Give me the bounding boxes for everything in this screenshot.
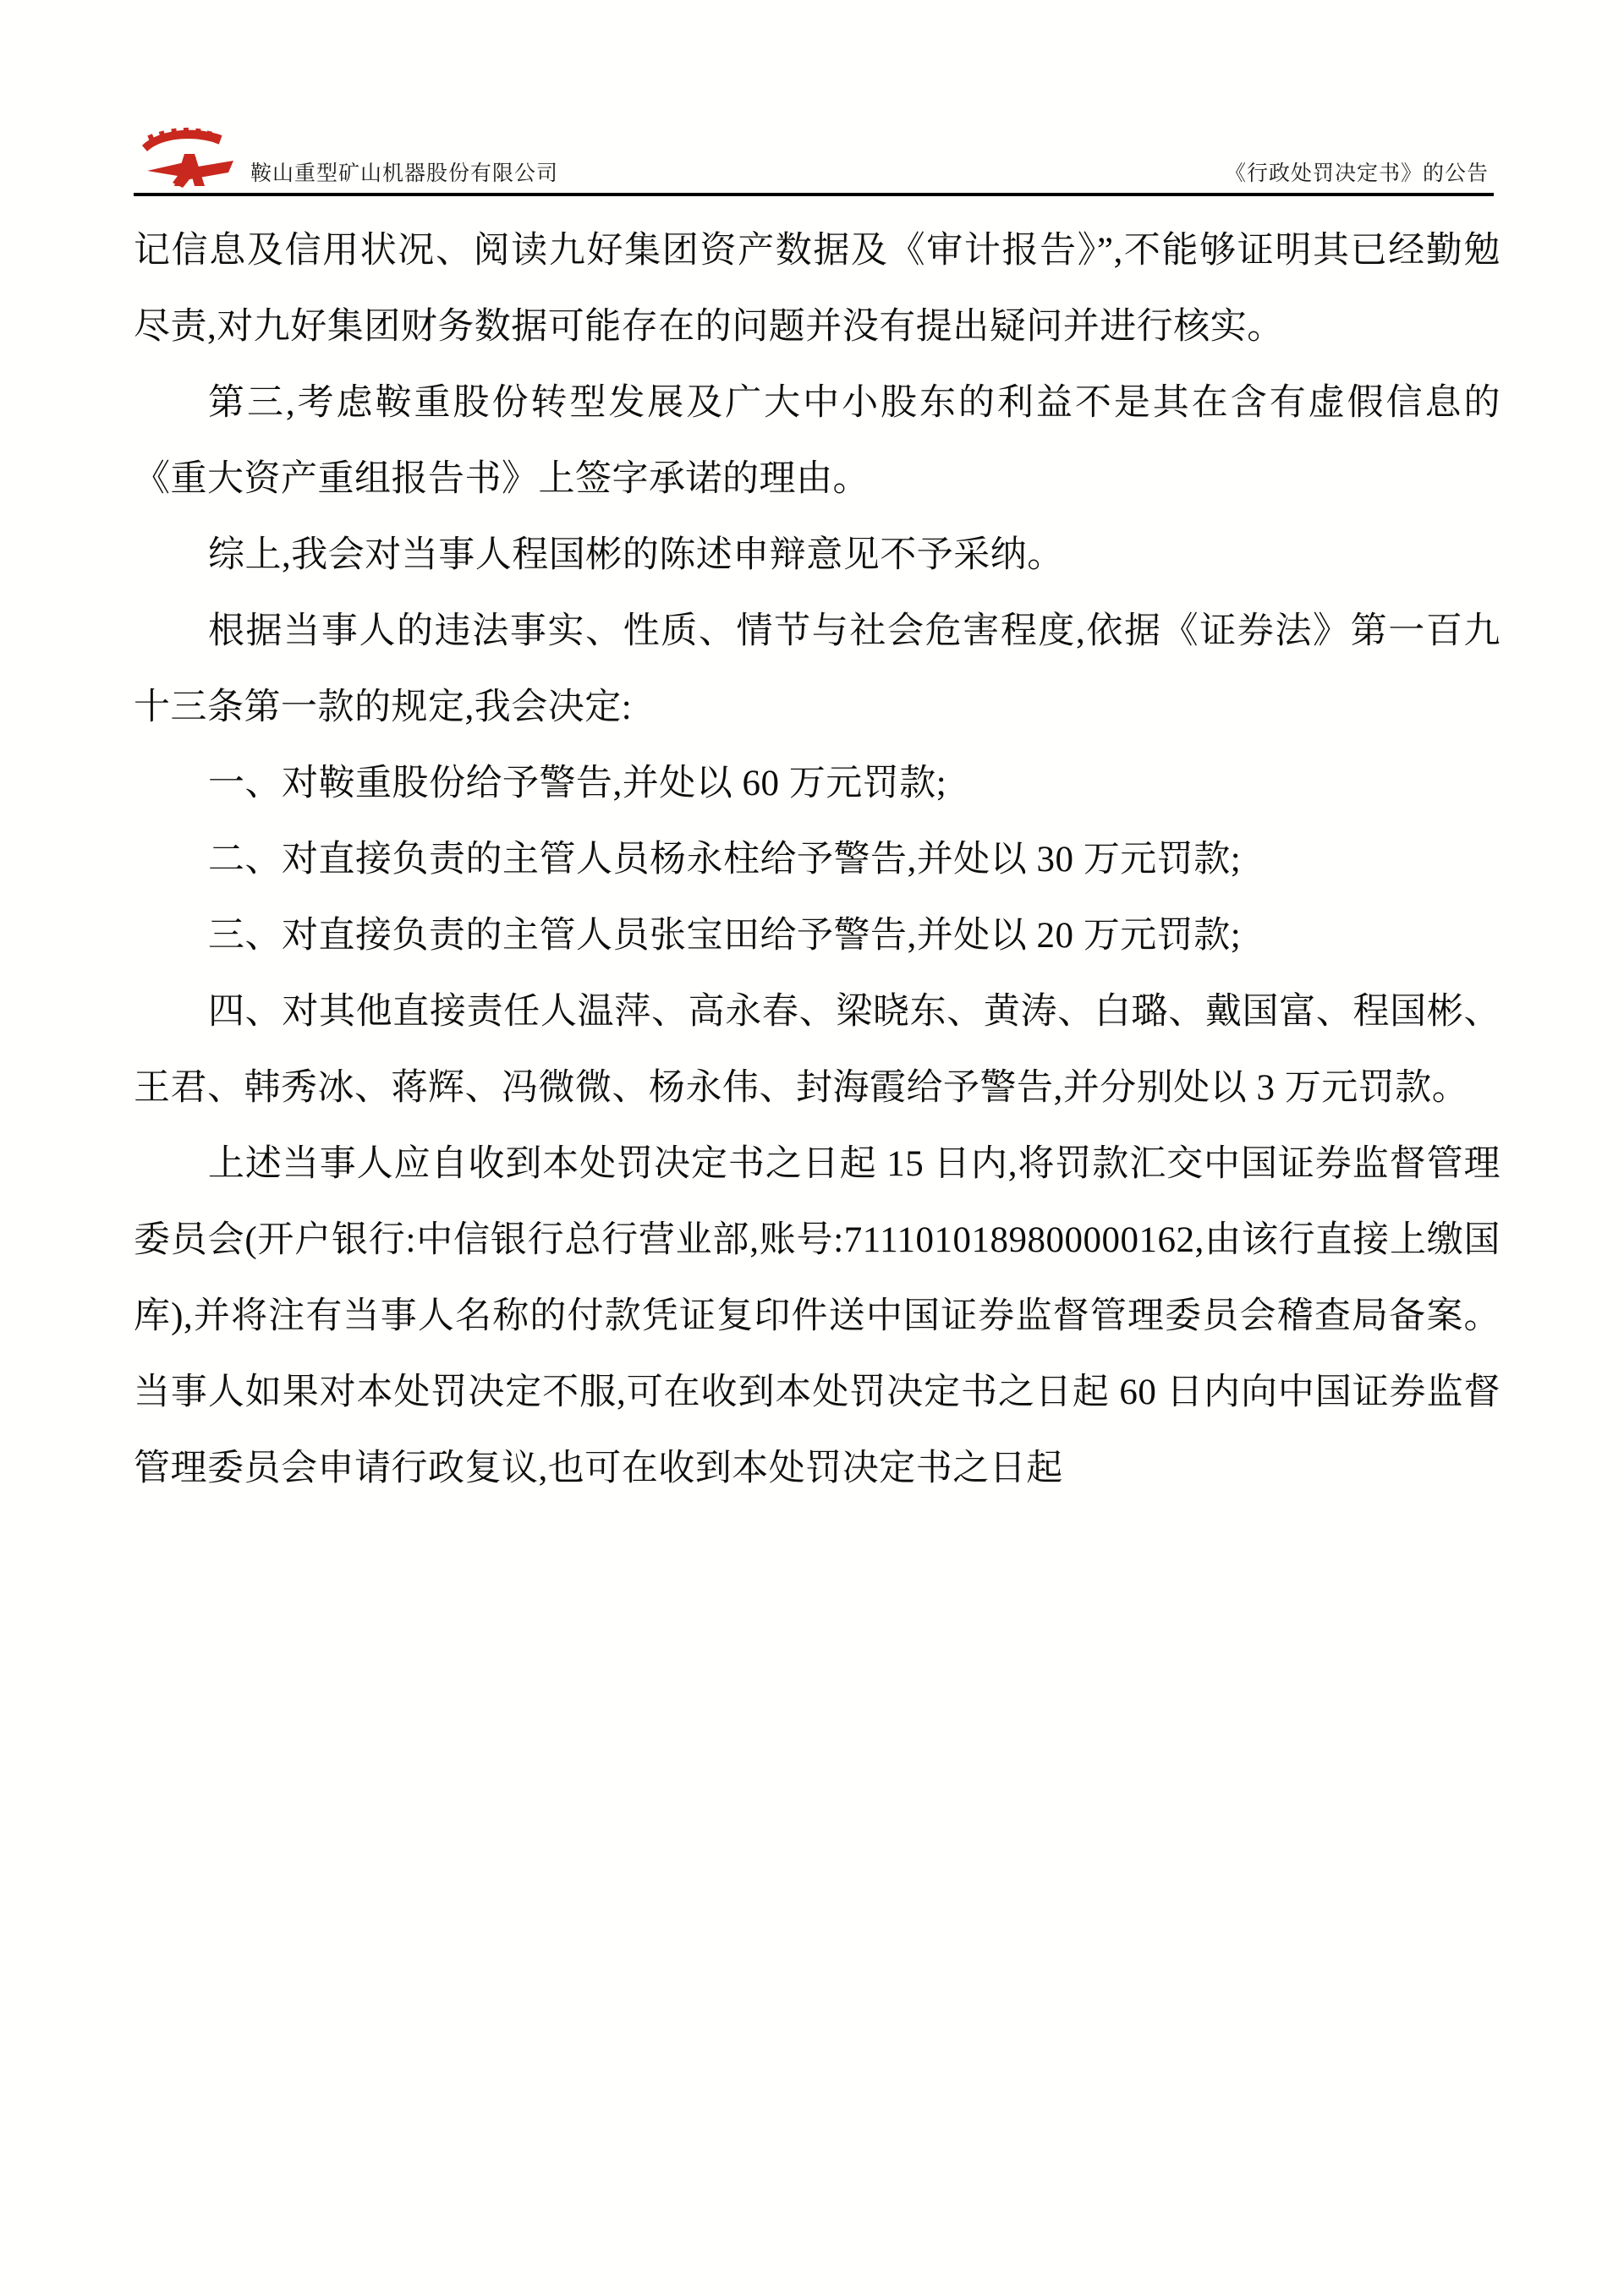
running-header — [134, 118, 1494, 193]
paragraph-decision-item-2: 二、对直接负责的主管人员杨永柱给予警告,并处以 30 万元罚款; — [208, 840, 1242, 879]
company-logo-icon — [134, 123, 245, 189]
paragraph-decision-item-1: 一、对鞍重股份给予警告,并处以 60 万元罚款; — [208, 764, 947, 803]
paragraph-conclusion-defense: 综上,我会对当事人程国彬的陈述申辩意见不予采纳。 — [208, 535, 1064, 575]
paragraph-payment-instructions: 上述当事人应自收到本处罚决定书之日起 15 日内,将罚款汇交中国证券监督管理委员会(开户银行:中信银行总行营业部,账号:7111010189800000162,由该行直接上缴国库),并将注有当事人名称的付款凭证复印件送中国证券监督管理委员会稽查局备案。当事人如果对本处罚决定不服,可在收到本处罚决定书之日起 60 日内向中国证券监督管理委员会申请行政复议,也可在收到本处罚决定书之日起 — [134, 1144, 1501, 1488]
paragraph-legal-basis: 根据当事人的违法事实、性质、情节与社会危害程度,依据《证券法》第一百九十三条第一款的规定,我会决定: — [134, 611, 1501, 727]
paragraph-continuation-prior: 记信息及信用状况、阅读九好集团资产数据及《审计报告》”,不能够证明其已经勤勉尽责,对九好集团财务数据可能存在的问题并没有提出疑问并进行核实。 — [134, 231, 1501, 347]
header-document-title: 《行政处罚决定书》的公告 — [1224, 162, 1489, 185]
paragraph-decision-item-4: 四、对其他直接责任人温萍、高永春、梁晓东、黄涛、白璐、戴国富、程国彬、王君、韩秀冰、蒋辉、冯微微、杨永伟、封海霞给予警告,并分别处以 3 万元罚款。 — [134, 992, 1501, 1108]
header-left-group — [134, 123, 558, 189]
paragraph-decision-item-3: 三、对直接负责的主管人员张宝田给予警告,并处以 20 万元罚款; — [208, 916, 1242, 956]
paragraph-third-point: 第三,考虑鞍重股份转型发展及广大中小股东的利益不是其在含有虚假信息的《重大资产重组报告书》上签字承诺的理由。 — [134, 383, 1501, 499]
header-company-name: 鞍山重型矿山机器股份有限公司 — [250, 162, 559, 185]
header-divider — [134, 193, 1494, 196]
document-body — [134, 213, 1501, 1507]
